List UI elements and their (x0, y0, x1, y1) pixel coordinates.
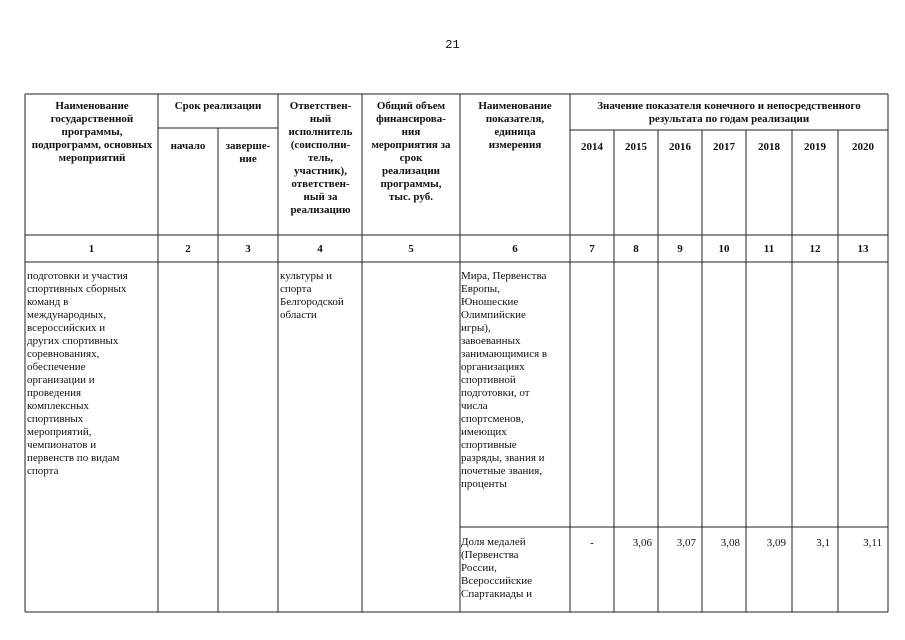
header-end: заверше- ние (225, 140, 271, 165)
year-2014: 2014 (581, 141, 603, 153)
year-2018: 2018 (758, 141, 780, 153)
header-start: начало (170, 140, 206, 152)
page-number: 21 (445, 38, 460, 52)
header-program-name: Наименование государственной программы, подпрограмм, основных мероприятий (31, 100, 153, 164)
year-2020: 2020 (852, 141, 874, 153)
col-number-2: 2 (185, 243, 191, 255)
col-number-4: 4 (317, 243, 323, 255)
header-values-title: Значение показателя конечного и непосредственного результата по годам реализации (597, 100, 861, 125)
col-number-1: 1 (88, 243, 95, 255)
col-number-11: 11 (763, 243, 775, 255)
row2-value-2020: 3,11 (863, 537, 882, 549)
col-number-7: 7 (589, 243, 595, 255)
col-number-8: 8 (633, 243, 639, 255)
row2-value-2019: 3,1 (816, 537, 830, 549)
row2-value-2014: - (590, 537, 594, 549)
col-number-9: 9 (677, 243, 683, 255)
row1-program-text: подготовки и участия спортивных сборных команд в международных, всероссийских и других спортивных соревнованиях, обеспечение организации и проведения комплексных спортивных мероприятий, чемпионатов и первенств по видам спорта (27, 270, 128, 477)
year-2015: 2015 (625, 141, 647, 153)
col-number-12: 12 (809, 243, 821, 255)
header-funding: Общий объем финансирова- ния мероприятия за срок реализации программы, тыс. руб. (371, 100, 451, 203)
header-indicator: Наименование показателя, единица измерения (478, 100, 552, 151)
header-responsible: Ответствен- ный исполнитель (соисполни- тель, участник), ответствен- ный за реализацию (288, 100, 353, 216)
row2-value-2018: 3,09 (766, 537, 786, 549)
row1-responsible-text: культуры и спорта Белгородской области (280, 270, 344, 321)
year-2019: 2019 (804, 141, 826, 153)
row2-indicator-text: Доля медалей (Первенства России, Всероссийские Спартакиады и (461, 536, 533, 600)
year-2017: 2017 (713, 141, 735, 153)
col-number-5: 5 (408, 243, 414, 255)
col-number-10: 10 (718, 243, 730, 255)
year-2016: 2016 (669, 141, 691, 153)
col-number-13: 13 (857, 243, 869, 255)
header-period: Срок реализации (174, 100, 262, 112)
row1-indicator-text: Мира, Первенства Европы, Юношеские Олимпийские игры), завоеванных занимающимися в организациях спортивной подготовки, от числа спортсменов, имеющих спортивные разряды, звания и почетные звания, проценты (461, 270, 548, 490)
col-number-6: 6 (512, 243, 518, 255)
col-number-3: 3 (245, 243, 251, 255)
row2-value-2016: 3,07 (676, 537, 696, 549)
row2-value-2015: 3,06 (632, 537, 652, 549)
row2-value-2017: 3,08 (720, 537, 740, 549)
